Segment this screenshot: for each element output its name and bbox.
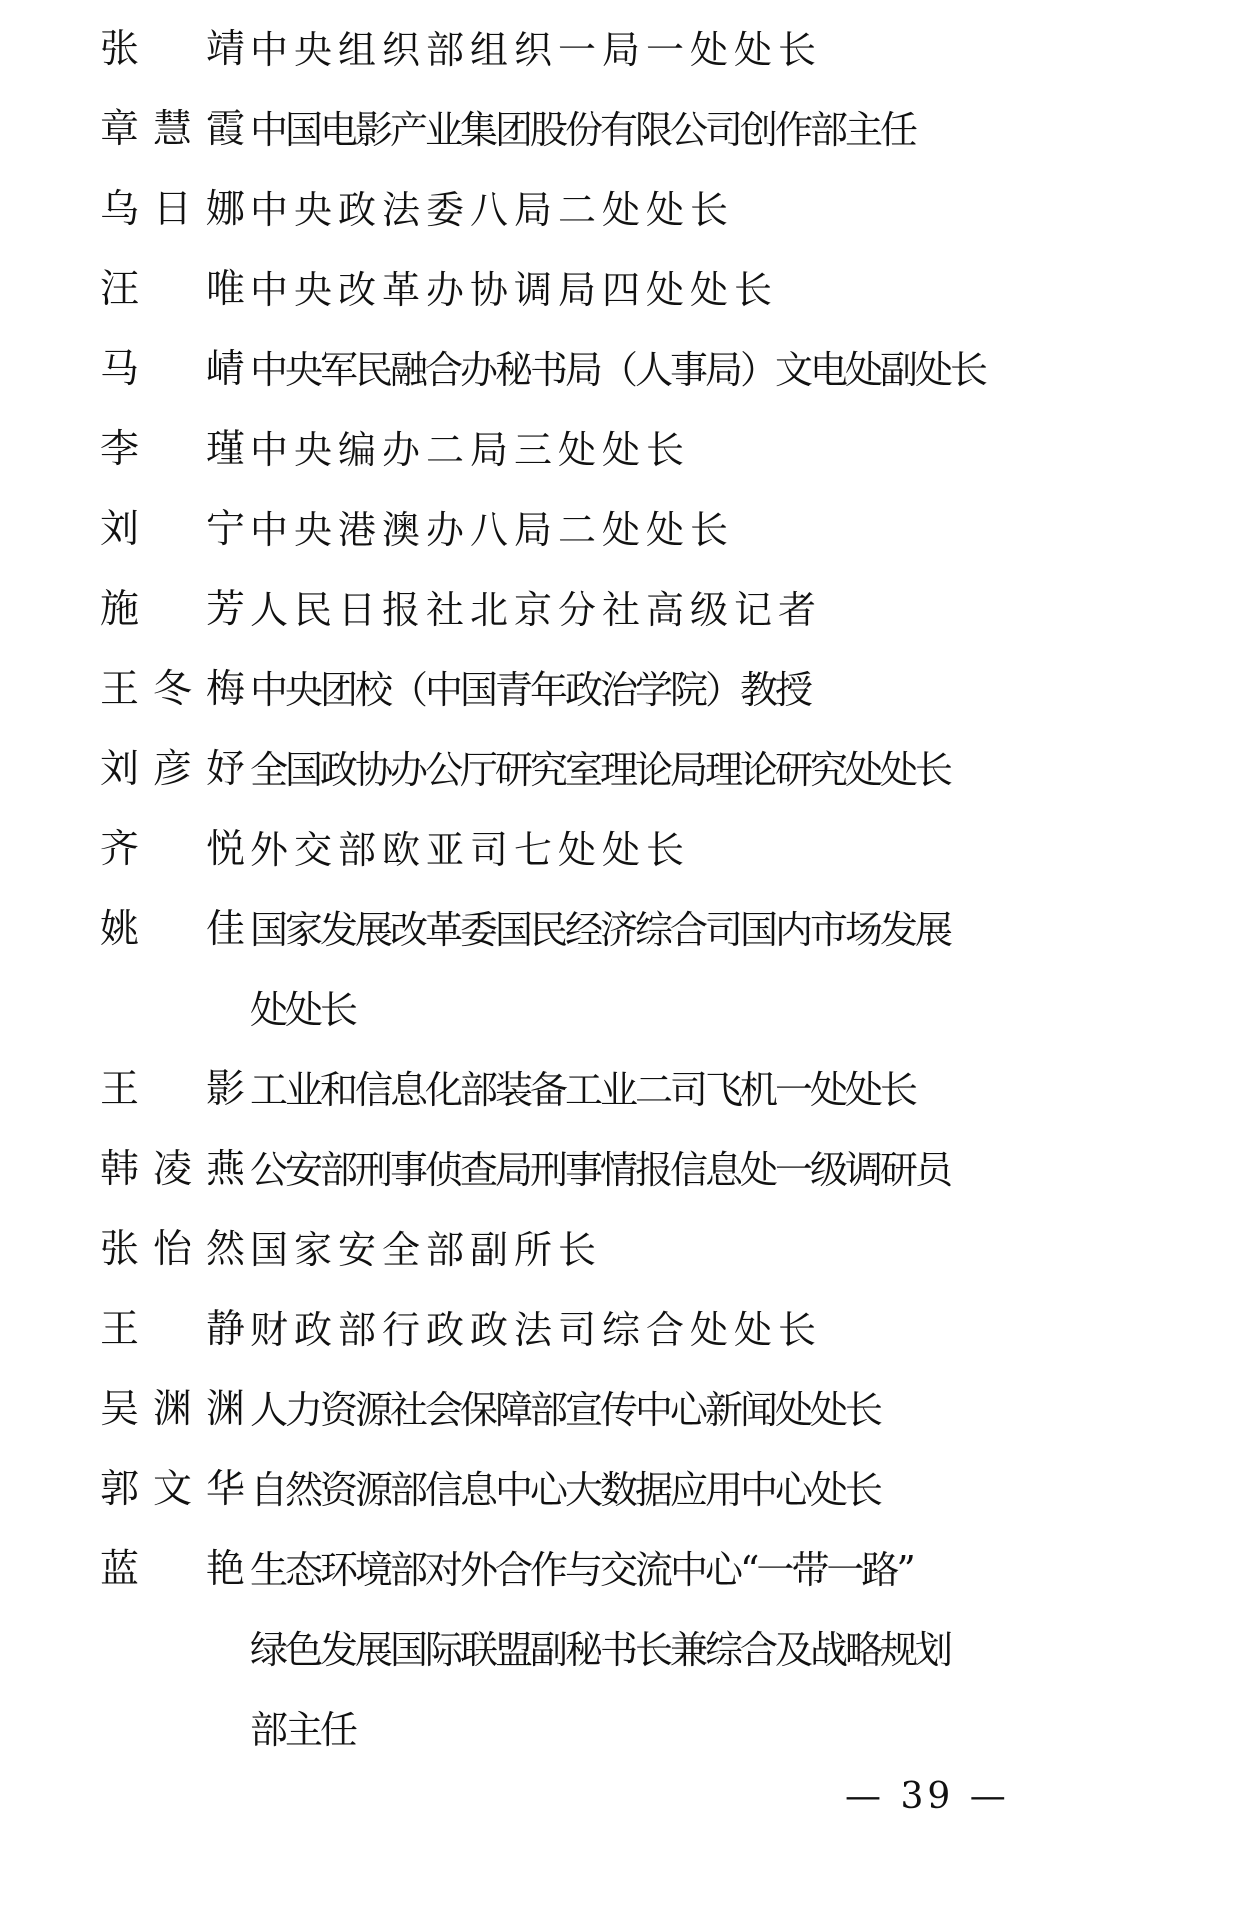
name-char: 渊	[152, 1387, 192, 1432]
person-name	[100, 1130, 245, 1210]
person-title	[250, 890, 995, 1050]
name-char: 芳	[205, 587, 245, 632]
title-line: 公安部刑事侦查局刑事情报信息处一级调研员	[250, 1148, 951, 1192]
entry-row	[100, 490, 1142, 570]
entry-row	[100, 890, 1142, 1050]
person-name	[100, 1050, 245, 1130]
name-char: 汪	[100, 267, 140, 312]
entry-row	[100, 10, 1142, 90]
name-char: 悦	[205, 827, 245, 872]
entry-row	[100, 730, 1142, 810]
entry-row	[100, 570, 1142, 650]
person-name	[100, 490, 245, 570]
person-title	[250, 1450, 995, 1530]
entry-row	[100, 1370, 1142, 1450]
person-title	[250, 650, 995, 730]
title-line: 国家安全部副所长	[250, 1228, 603, 1272]
title-line: 人力资源社会保障部宣传中心新闻处处长	[250, 1388, 881, 1432]
name-char: 章	[100, 107, 140, 152]
name-char: 靖	[205, 27, 245, 72]
name-char: 崝	[205, 347, 245, 392]
title-line: 处处长	[250, 988, 356, 1032]
person-name	[100, 1210, 245, 1290]
name-char: 张	[100, 27, 140, 72]
name-char: 怡	[152, 1227, 192, 1272]
name-char: 妤	[205, 747, 245, 792]
name-char: 李	[100, 427, 140, 472]
name-char: 姚	[100, 907, 140, 952]
name-char: 施	[100, 587, 140, 632]
entry-row	[100, 170, 1142, 250]
name-char: 蓝	[100, 1547, 140, 1592]
person-name	[100, 810, 245, 890]
name-char: 慧	[152, 107, 192, 152]
person-name	[100, 1370, 245, 1450]
person-title	[250, 810, 995, 890]
name-char: 马	[100, 347, 140, 392]
name-char: 唯	[205, 267, 245, 312]
person-title	[250, 1370, 995, 1450]
person-name	[100, 570, 245, 650]
name-char: 王	[100, 667, 140, 712]
person-title	[250, 410, 995, 490]
name-char: 渊	[205, 1387, 245, 1432]
title-line: 中央港澳办八局二处处长	[250, 508, 735, 552]
person-name	[100, 650, 245, 730]
name-char: 彦	[152, 747, 192, 792]
name-char: 刘	[100, 507, 140, 552]
title-line: 财政部行政政法司综合处处长	[250, 1308, 823, 1352]
person-name	[100, 1290, 245, 1370]
name-char: 华	[205, 1467, 245, 1512]
entry-row	[100, 1450, 1142, 1530]
title-line: 中央军民融合办秘书局（人事局）文电处副处长	[250, 348, 986, 392]
title-line: 生态环境部对外合作与交流中心“一带一路”	[250, 1548, 913, 1592]
name-char: 韩	[100, 1147, 140, 1192]
entry-row	[100, 1130, 1142, 1210]
person-title	[250, 170, 995, 250]
name-char: 艳	[205, 1547, 245, 1592]
title-line: 人民日报社北京分社高级记者	[250, 588, 823, 632]
title-line: 自然资源部信息中心大数据应用中心处长	[250, 1468, 881, 1512]
name-char: 静	[205, 1307, 245, 1352]
entry-row	[100, 90, 1142, 170]
title-line: 中央团校（中国青年政治学院）教授	[250, 668, 811, 712]
name-char: 瑾	[205, 427, 245, 472]
name-char: 凌	[152, 1147, 192, 1192]
entry-row	[100, 1210, 1142, 1290]
name-char: 齐	[100, 827, 140, 872]
person-name	[100, 250, 245, 330]
roster-list	[100, 10, 1142, 1770]
person-title	[250, 250, 995, 330]
title-line: 中国电影产业集团股份有限公司创作部主任	[250, 108, 916, 152]
title-line: 中央编办二局三处处长	[250, 428, 691, 472]
name-char: 霞	[205, 107, 245, 152]
name-char: 刘	[100, 747, 140, 792]
title-line: 外交部欧亚司七处处长	[250, 828, 691, 872]
title-line: 中央政法委八局二处处长	[250, 188, 735, 232]
person-title	[250, 330, 995, 410]
page-number: — 39 —	[845, 1776, 1010, 1817]
person-name	[100, 330, 245, 410]
entry-row	[100, 1290, 1142, 1370]
name-char: 张	[100, 1227, 140, 1272]
person-title	[250, 730, 995, 810]
entry-row	[100, 1050, 1142, 1130]
person-title	[250, 1210, 995, 1290]
name-char: 王	[100, 1307, 140, 1352]
person-name	[100, 90, 245, 170]
title-line: 全国政协办公厅研究室理论局理论研究处处长	[250, 748, 951, 792]
name-char: 冬	[152, 667, 192, 712]
person-name	[100, 1530, 245, 1610]
person-name	[100, 10, 245, 90]
person-title	[250, 1050, 995, 1130]
person-name	[100, 730, 245, 810]
person-name	[100, 890, 245, 970]
name-char: 吴	[100, 1387, 140, 1432]
name-char: 燕	[205, 1147, 245, 1192]
name-char: 影	[205, 1067, 245, 1112]
title-line: 部主任	[250, 1708, 356, 1752]
person-title	[250, 90, 995, 170]
entry-row	[100, 1530, 1142, 1770]
person-title	[250, 570, 995, 650]
entry-row	[100, 410, 1142, 490]
name-char: 文	[152, 1467, 192, 1512]
person-title	[250, 490, 995, 570]
entry-row	[100, 650, 1142, 730]
name-char: 娜	[205, 187, 245, 232]
person-name	[100, 170, 245, 250]
name-char: 宁	[205, 507, 245, 552]
title-line: 中央改革办协调局四处处长	[250, 268, 779, 312]
person-title	[250, 1530, 995, 1770]
name-char: 郭	[100, 1467, 140, 1512]
name-char: 梅	[205, 667, 245, 712]
name-char: 日	[152, 187, 192, 232]
title-line: 中央组织部组织一局一处处长	[250, 28, 823, 72]
entry-row	[100, 330, 1142, 410]
person-title	[250, 10, 995, 90]
person-title	[250, 1290, 995, 1370]
name-char: 乌	[100, 187, 140, 232]
name-char: 佳	[205, 907, 245, 952]
person-title	[250, 1130, 995, 1210]
person-name	[100, 410, 245, 490]
name-char: 然	[205, 1227, 245, 1272]
entry-row	[100, 250, 1142, 330]
title-line: 绿色发展国际联盟副秘书长兼综合及战略规划	[250, 1628, 951, 1672]
person-name	[100, 1450, 245, 1530]
name-char: 王	[100, 1067, 140, 1112]
entry-row	[100, 810, 1142, 890]
title-line: 工业和信息化部装备工业二司飞机一处处长	[250, 1068, 916, 1112]
title-line: 国家发展改革委国民经济综合司国内市场发展	[250, 908, 951, 952]
